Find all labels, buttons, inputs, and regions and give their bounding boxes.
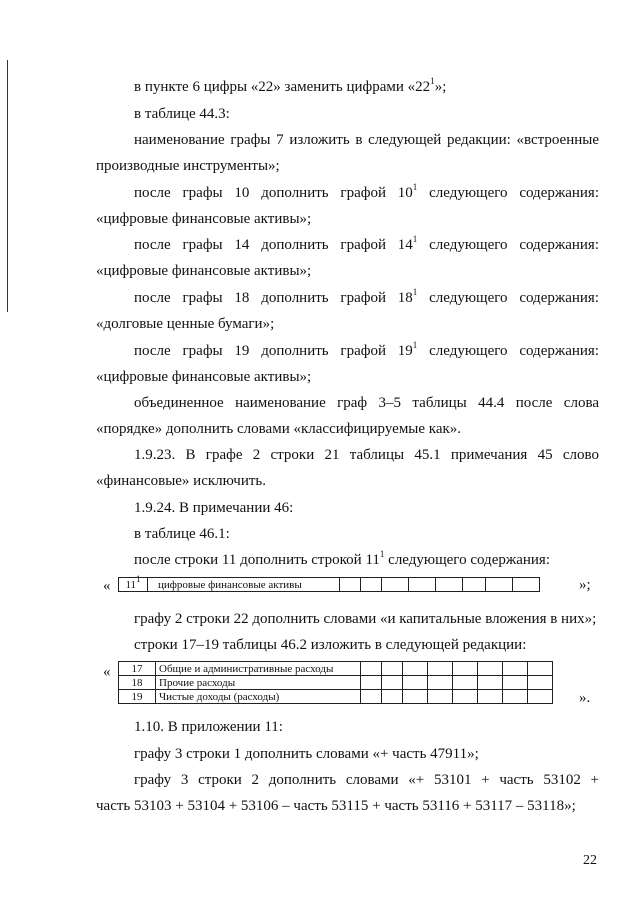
table1-cell <box>436 578 463 592</box>
paragraph-p7-line2: «цифровые финансовые активы»; <box>96 369 312 385</box>
paragraph-p17-line1: графу 3 строки 2 дополнить словами «+ 53101 + часть 53102 + <box>134 772 599 788</box>
paragraph-p17-line2: часть 53103 + 53104 + 53106 – часть 53115 + часть 53116 + 53117 – 53118»; <box>96 798 576 814</box>
table2-row-num: 17 <box>119 662 156 676</box>
paragraph-p8-line2: «порядке» дополнить словами «классифицируемые как». <box>96 421 462 437</box>
table1-cell <box>463 578 486 592</box>
table1-cell <box>486 578 513 592</box>
paragraph-p4-line1: после графы 10 дополнить графой $10^1$ следующего содержания: <box>134 182 599 201</box>
table1-row-num: $11^1$ <box>119 578 148 592</box>
table2-cell <box>361 690 382 704</box>
paragraph-p3-line2: производные инструменты»; <box>96 158 280 174</box>
paragraph-p4-line2: «цифровые финансовые активы»; <box>96 211 312 227</box>
table2-open-quote: « <box>103 664 111 680</box>
paragraph-p1: в пункте 6 цифры «22» заменить цифрами «$22^1$»; <box>134 76 447 95</box>
table2-cell <box>428 676 453 690</box>
table2-cell <box>528 690 553 704</box>
table-row <box>119 662 553 676</box>
paragraph-p9-line2: «финансовые» исключить. <box>96 473 266 489</box>
table2-row-num: 19 <box>119 690 156 704</box>
table2-row-label: Чистые доходы (расходы) <box>156 690 361 704</box>
table2-cell <box>503 690 528 704</box>
paragraph-p11: в таблице 46.1: <box>134 526 230 542</box>
table2 <box>118 661 553 704</box>
table2-cell <box>403 662 428 676</box>
paragraph-p10: 1.9.24. В примечании 46: <box>134 500 294 516</box>
table2-cell <box>528 662 553 676</box>
paragraph-p14: строки 17–19 таблицы 46.2 изложить в следующей редакции: <box>134 637 527 653</box>
table-row <box>119 690 553 704</box>
paragraph-p16: графу 3 строки 1 дополнить словами «+ часть 47911»; <box>134 746 479 762</box>
table2-cell <box>382 676 403 690</box>
table2-cell <box>503 676 528 690</box>
paragraph-p6-line2: «долговые ценные бумаги»; <box>96 316 275 332</box>
paragraph-p2: в таблице 44.3: <box>134 106 230 122</box>
table1-cell <box>513 578 540 592</box>
paragraph-p3-line1: наименование графы 7 изложить в следующей редакции: «встроенные <box>134 132 599 148</box>
table2-cell <box>453 662 478 676</box>
table2-cell <box>428 690 453 704</box>
table2-cell <box>382 690 403 704</box>
table2-close-quote: ». <box>579 690 591 706</box>
table2-cell <box>478 662 503 676</box>
page-number: 22 <box>583 853 597 868</box>
table2-cell <box>453 690 478 704</box>
table2-cell <box>403 676 428 690</box>
paragraph-p13: графу 2 строки 22 дополнить словами «и капитальные вложения в них»; <box>134 611 597 627</box>
table2-cell <box>478 690 503 704</box>
table1-row <box>119 578 540 592</box>
paragraph-p9-line1: 1.9.23. В графе 2 строки 21 таблицы 45.1 примечания 45 слово <box>134 447 599 463</box>
table1-cell <box>382 578 409 592</box>
table2-cell <box>453 676 478 690</box>
table2-cell <box>503 662 528 676</box>
table1 <box>118 573 540 592</box>
table2-cell <box>528 676 553 690</box>
table2-row-label: Прочие расходы <box>156 676 361 690</box>
table2-row-num: 18 <box>119 676 156 690</box>
table2-cell <box>382 662 403 676</box>
table1-cell <box>340 578 361 592</box>
paragraph-p15: 1.10. В приложении 11: <box>134 719 283 735</box>
table2-row-label: Общие и административные расходы <box>156 662 361 676</box>
table2-cell <box>403 690 428 704</box>
table1-cell <box>409 578 436 592</box>
table1-cell <box>361 578 382 592</box>
table1-open-quote: « <box>103 578 111 594</box>
table2-cell <box>428 662 453 676</box>
table2-cell <box>361 676 382 690</box>
table2-cell <box>361 662 382 676</box>
paragraph-p8-line1: объединенное наименование граф 3–5 таблицы 44.4 после слова <box>134 395 599 411</box>
table1-row-label: цифровые финансовые активы <box>148 578 340 592</box>
table1-close-quote: »; <box>579 577 591 593</box>
paragraph-p12: после строки 11 дополнить строкой $11^1$ следующего содержания: <box>134 549 550 568</box>
paragraph-p6-line1: после графы 18 дополнить графой $18^1$ следующего содержания: <box>134 287 599 306</box>
table-row <box>119 676 553 690</box>
margin-change-bar <box>7 60 8 312</box>
paragraph-p5-line2: «цифровые финансовые активы»; <box>96 263 312 279</box>
paragraph-p5-line1: после графы 14 дополнить графой $14^1$ следующего содержания: <box>134 234 599 253</box>
table2-cell <box>478 676 503 690</box>
paragraph-p7-line1: после графы 19 дополнить графой $19^1$ следующего содержания: <box>134 340 599 359</box>
